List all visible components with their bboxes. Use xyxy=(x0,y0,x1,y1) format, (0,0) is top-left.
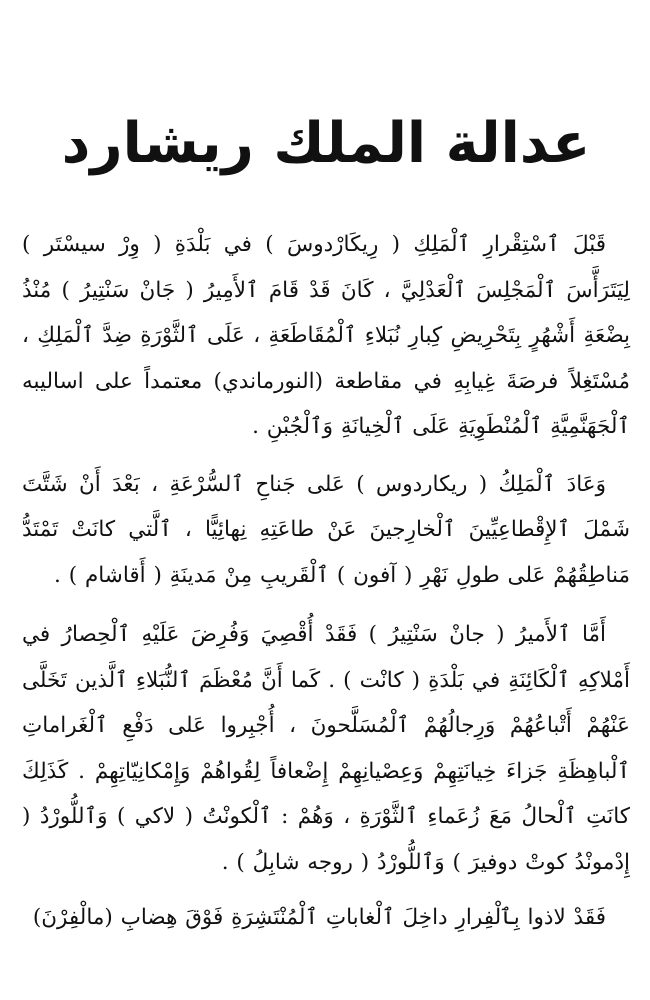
paragraph: أَمَّا ٱلأَميرُ ( جانْ سَنْتِيرُ ) فَقَدْ أُقْصِيَ وَفُرِضَ عَلَيْهِ ٱلْحِصارُ في أَمْلاكِهِ ٱلْكَائِنَةِ في بَلْدَةِ ( كانْت ) . كَما أَنَّ مُعْظَمَ ٱلنُّبَلاءِ ٱلَّذين تَخَلَّى عَنْهُمْ أَتْباعُهُمْ وَرِجالُهُمْ ٱلْمُسَلَّحونَ ، أُجْبِروا عَلى دَفْعِ ٱلْغَراماتِ ٱلْباهِظَةِ جَزاءَ خِيانَتِهِمْ وَعِصْيانِهِمْ إِضْعافاً لِقُواهُمْ وَإِمْكانِيّاتِهِمْ . كَذَلِكَ كانَتِ ٱلْحالُ مَعَ زُعَماءِ ٱلثَّوْرَةِ ، وَهُمْ : ٱلْكونْتُ ( لاكي ) وَٱللُّورْدُ ( إِدْمونْدُ كوتْ دوفيرَ ) وَٱللُّورْدُ ( روجه شابِلُ ) . xyxy=(22,622,630,875)
paragraph: قَبْلَ ٱسْتِقْرارِ ٱلْمَلِكِ ( رِيكَارْدوسَ ) في بَلْدَةِ ( وِرْ سيسْتَر ) لِيَتَرَأَّسَ ٱلْمَجْلِسَ ٱلْعَدْلِيَّ ، كَانَ قَدْ قَامَ ٱلأَمِيرُ ( جَانْ سَنْتِيرُ ) مُنْذُ بِضْعَةِ أَشْهُرٍ بِتَحْرِيضِ كِبارِ نُبَلاءِ ٱلْمُقَاطَعَةِ ، عَلَى ٱلثَّوْرَةِ ضِدَّ ٱلْمَلِكِ ، مُسْتَغِلاً فرصَةَ غِيابِهِ في مقاطعة (النورماندي) معتمداً على اساليبه ٱلْجَهَنَّمِيَّةِ ٱلْمُنْطَوِيَةِ عَلَى ٱلْخِيانَةِ وَٱلْجُبْنِ . xyxy=(22,232,630,439)
page-title: عدالة الملك ريشارد xyxy=(61,111,591,176)
paragraph: فَقَدْ لاذوا بِٱلْفِرارِ داخِلَ ٱلْغاباتِ ٱلْمُنْتَشِرَةِ فَوْقَ هِضابِ (مالْفِرْنَ) xyxy=(32,905,606,930)
story-body xyxy=(22,222,630,953)
paragraph: وَعَادَ ٱلْمَلِكُ ( ريكاردوس ) عَلى جَناحِ ٱلسُّرْعَةِ ، بَعْدَ أَنْ شَتَّتَ شَمْلَ ٱلإِقْطاعِيِّينَ ٱلْخارِجينَ عَنْ طاعَتِهِ نِهائِيًّا ، ٱلَّتي كانَتْ تَمْتَدُّ مَناطِقُهُمْ عَلى طولِ نَهْرِ ( آفون ) ٱلْقَريبِ مِنْ مَدينَةِ ( أَقاشام ) . xyxy=(22,471,630,588)
